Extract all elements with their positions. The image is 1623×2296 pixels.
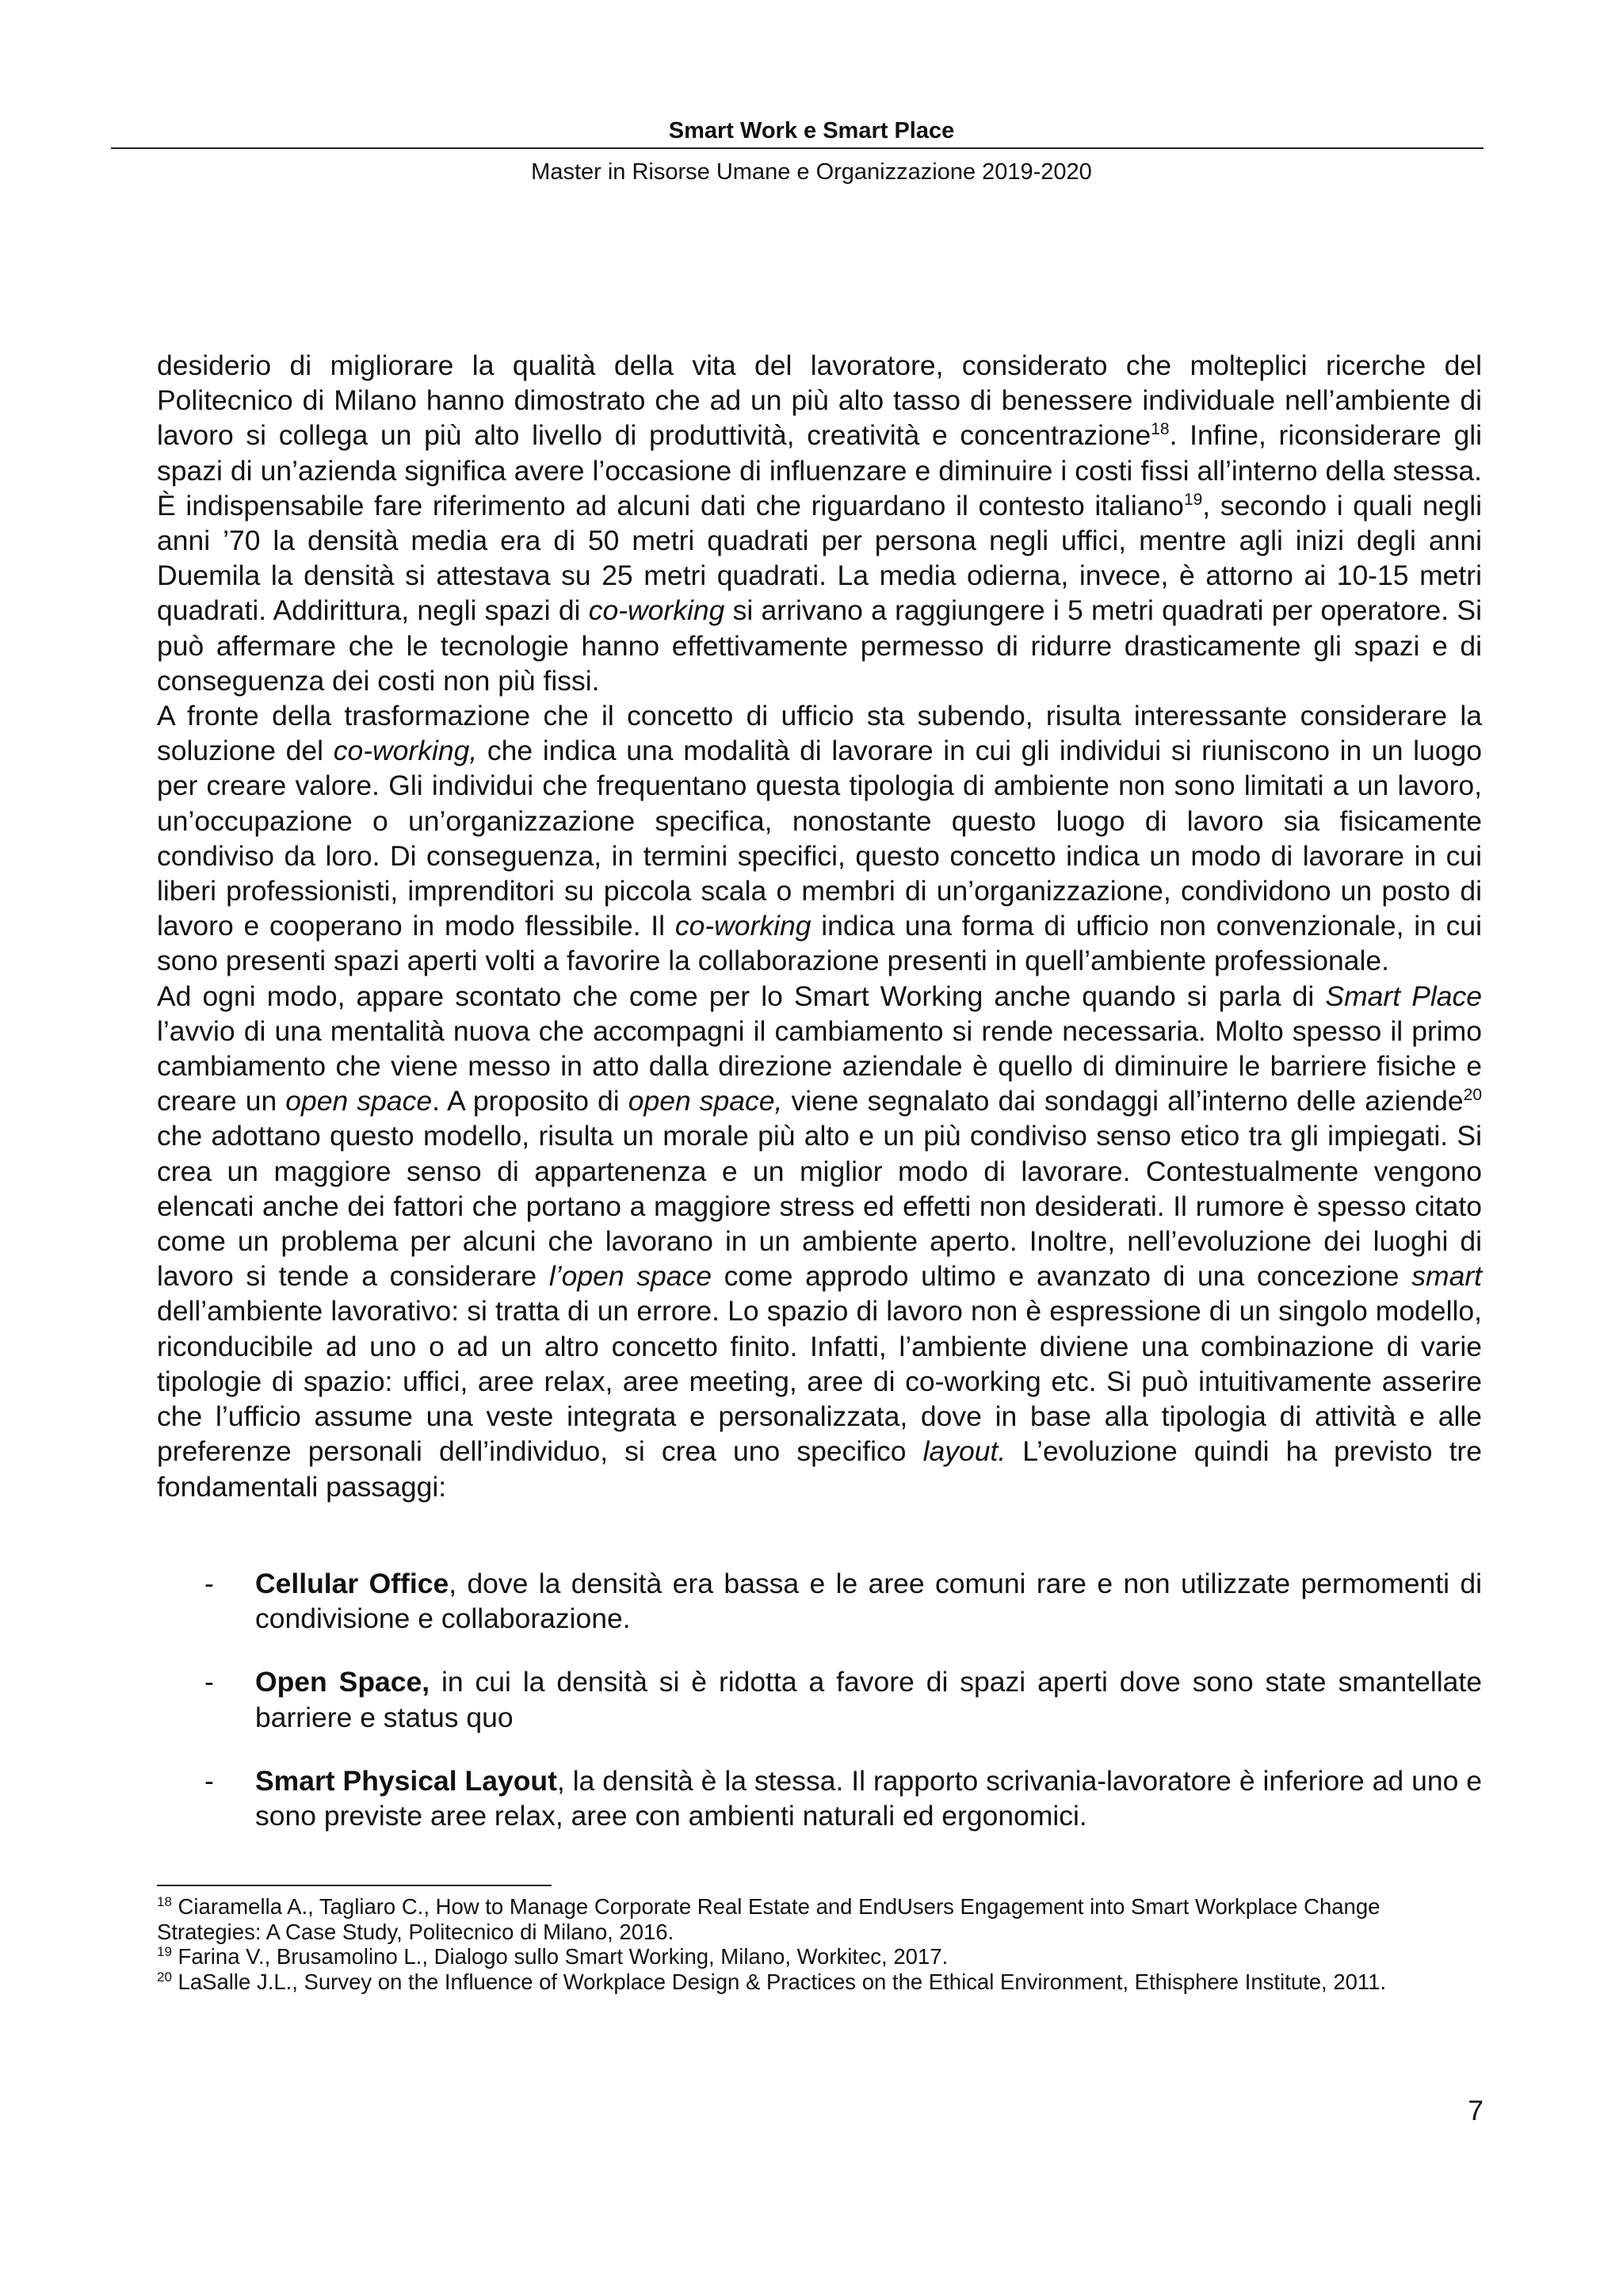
list-item: - Smart Physical Layout, la densità è la stessa. Il rapporto scrivania-lavoratore è inferiore ad uno e sono previste aree relax, aree con ambienti naturali ed ergonomici.: [157, 1763, 1482, 1833]
list-item-term: Smart Physical Layout: [255, 1764, 557, 1797]
list-item: - Open Space, in cui la densità si è ridotta a favore di spazi aperti dove sono state smantellate barriere e status quo: [157, 1664, 1482, 1734]
footnote-ref-18[interactable]: 18: [1151, 420, 1170, 439]
running-header-title: Smart Work e Smart Place: [668, 118, 955, 143]
list-item-term: Cellular Office: [255, 1568, 449, 1599]
emphasis-co-working: co-working: [588, 594, 725, 627]
list-item: - Cellular Office, dove la densità era bassa e le aree comuni rare e non utilizzate permomenti di condivisione e collaborazione.: [157, 1566, 1482, 1636]
footnote-19: $^{19}$ Farina V., Brusamolino L., Dialogo sullo Smart Working, Milano, Workitec, 2017.: [157, 1944, 949, 1969]
paragraph-1: desiderio di migliorare la qualità della vita del lavoratore, considerato che molteplici ricerche del Politecnico di Milano hanno dimostrato che ad un più alto tasso di benessere individuale nell’ambiente di lavoro si collega un più alto livello di produttività, creatività e concentrazione$^{18}$. Infine, riconsiderare gli spazi di un’azienda significa avere l’occasione di influenzare e diminuire i costi fissi all’interno della stessa. È indispensabile fare riferimento ad alcuni dati che riguardano il contesto italiano$^{19}$, secondo i quali negli anni ’70 la densità media era di 50 metri quadrati per persona negli uffici, mentre agli inizi degli anni Duemila la densità si attestava su 25 metri quadrati. La media odierna, invece, è attorno ai 10-15 metri quadrati. Addirittura, negli spazi di co-working si arrivano a raggiungere i 5 metri quadrati per operatore. Si può affermare che le tecnologie hanno effettivamente permesso di ridurre drasticamente gli spazi e di conseguenza dei costi non più fissi.: [157, 350, 1482, 697]
emphasis-co-working: co-working: [674, 910, 812, 942]
list-dash: -: [204, 1666, 214, 1698]
paragraph-3: Ad ogni modo, appare scontato che come per lo Smart Working anche quando si parla di Smart Place l’avvio di una mentalità nuova che accompagni il cambiamento si rende necessaria. Molto spesso il primo cambiamento che viene messo in atto dalla direzione aziendale è quello di diminuire le barriere fisiche e creare un open space. A proposito di open space, viene segnalato dai sondaggi all’interno delle aziende$^{20}$ che adottano questo modello, risulta un morale più alto e un più condiviso senso etico tra gli impiegati. Si crea un maggiore senso di appartenenza e un miglior modo di lavorare. Contestualmente vengono elencati anche dei fattori che portano a maggiore stress ed effetti non desiderati. Il rumore è spesso citato come un problema per alcuni che lavorano in un ambiente aperto. Inoltre, nell’evoluzione dei luoghi di lavoro si tende a considerare l’open space come approdo ultimo e avanzato di una concezione smart dell’ambiente lavorativo: si tratta di un errore. Lo spazio di lavoro non è espressione di un singolo modello, riconducibile ad uno o ad un altro concetto finito. Infatti, l’ambiente diviene una combinazione di varie tipologie di spazio: uffici, aree relax, aree meeting, aree di co-working etc. Si può intuitivamente asserire che l’ufficio assume una veste integrata e personalizzata, dove in base alla tipologia di attività e alle preferenze personali dell’individuo, si crea uno specifico layout. L’evoluzione quindi ha previsto tre fondamentali passaggi:: [157, 980, 1483, 1503]
list-item-term: Open Space,: [255, 1666, 430, 1698]
footnote-ref-19[interactable]: 19: [1183, 490, 1203, 509]
running-header-subtitle: Master in Risorse Umane e Organizzazione 2019-2020: [531, 159, 1092, 185]
paragraph-2: A fronte della trasformazione che il concetto di ufficio sta subendo, risulta interessante considerare la soluzione del co-working, che indica una modalità di lavorare in cui gli individui si riuniscono in un luogo per creare valore. Gli individui che frequentano questa tipologia di ambiente non sono limitati a un lavoro, un’occupazione o un’organizzazione specifica, nonostante questo luogo di lavoro sia fisicamente condiviso da loro. Di conseguenza, in termini specifici, questo concetto indica un modo di lavorare in cui liberi professionisti, imprenditori su piccola scala o membri di un’organizzazione, condividono un posto di lavoro e cooperano in modo flessibile. Il co-working indica una forma di ufficio non convenzionale, in cui sono presenti spazi aperti volti a favorire la collaborazione presenti in quell’ambiente professionale.: [157, 700, 1482, 977]
footnote-ref-20[interactable]: 20: [1463, 1086, 1482, 1105]
list-dash: -: [204, 1568, 214, 1599]
emphasis-smart: smart: [1411, 1260, 1482, 1293]
footnote-number: 19: [157, 1944, 172, 1959]
footnote-number: 20: [157, 1969, 172, 1985]
header-divider: [111, 147, 1484, 149]
footnote-divider: [157, 1885, 552, 1886]
emphasis-open-space: open space,: [628, 1085, 783, 1117]
footnote-18: $^{18}$ Ciaramella A., Tagliaro C., How to Manage Corporate Real Estate and EndUsers Engagement into Smart Workplace Change Strategies: A Case Study, Politecnico di Milano, 2016.: [157, 1894, 1381, 1944]
emphasis-co-working: co-working,: [333, 735, 478, 767]
footnotes: [157, 1894, 1482, 1994]
evolution-list: [157, 1566, 1482, 1862]
page-number: 7: [1468, 2095, 1484, 2126]
emphasis-open-space: open space: [285, 1085, 433, 1117]
emphasis-open-space: l’open space: [548, 1260, 712, 1293]
list-dash: -: [204, 1764, 214, 1797]
footnote-number: 18: [157, 1894, 172, 1909]
footnote-20: $^{20}$ LaSalle J.L., Survey on the Influence of Workplace Design & Practices on the Ethical Environment, Ethisphere Institute, 2011.: [157, 1969, 1387, 1994]
emphasis-smart-place: Smart Place: [1325, 980, 1483, 1012]
body-text: [157, 348, 1482, 1504]
emphasis-layout: layout.: [922, 1435, 1006, 1468]
